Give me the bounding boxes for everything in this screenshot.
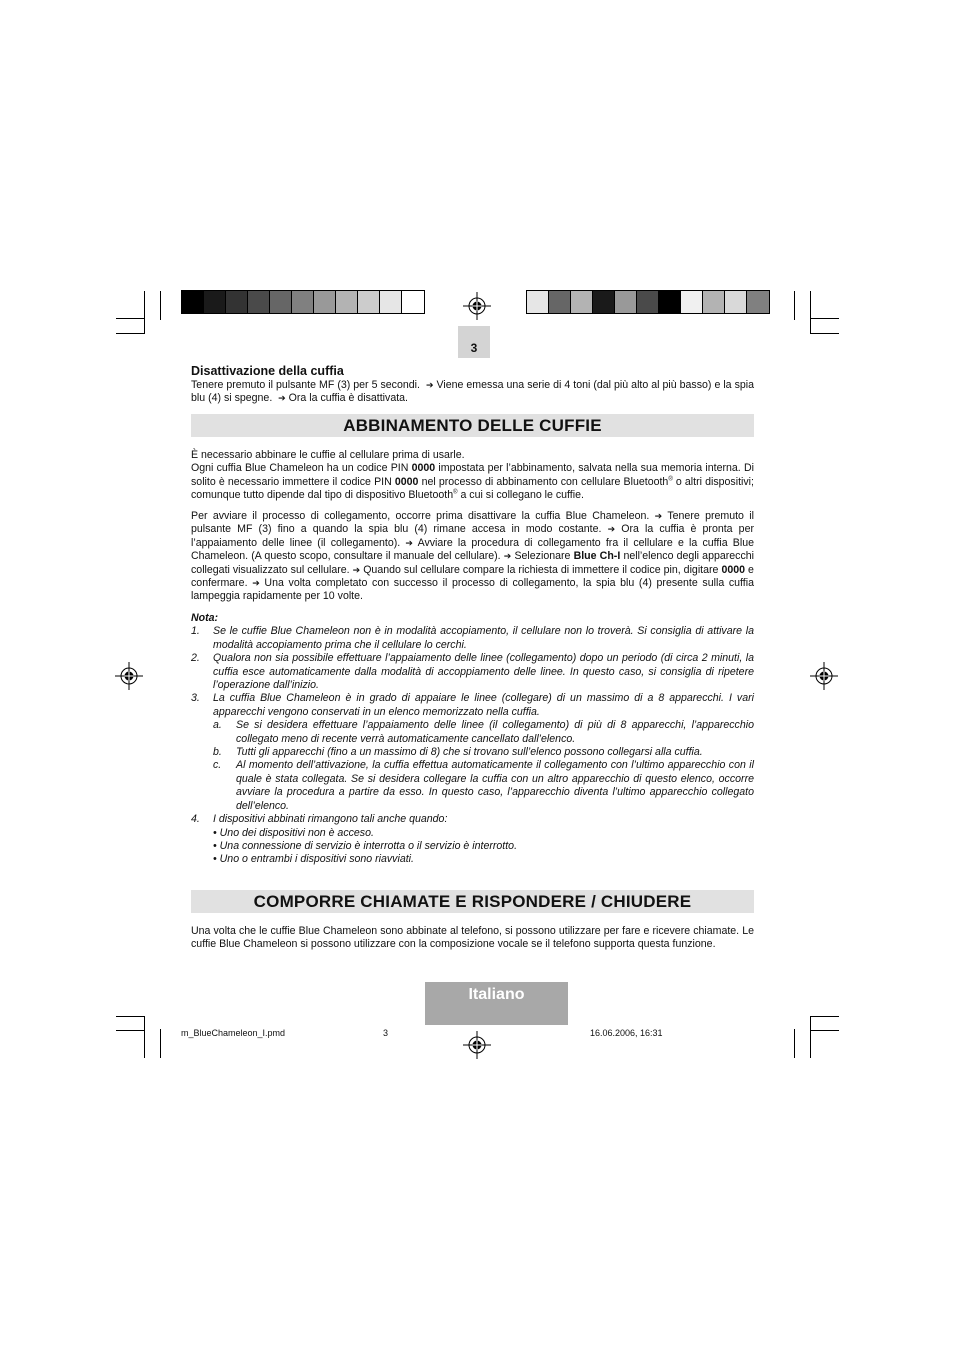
color-swatch [659,291,681,313]
arrow-icon: ➔ [352,564,361,575]
heading-chiamate: COMPORRE CHIAMATE E RISPONDERE / CHIUDERE [191,890,754,913]
pin-code: 0000 [394,475,419,488]
color-swatch [725,291,747,313]
crop-mark [116,333,145,334]
arrow-icon: ➔ [425,380,434,390]
page-number: 3 [458,326,490,358]
color-swatch [248,291,270,313]
crop-mark [810,318,839,319]
color-swatch [703,291,725,313]
heading-abbinamento: ABBINAMENTO DELLE CUFFIE [191,414,754,437]
color-calibration-bar-right [526,290,770,314]
crop-mark [810,333,839,334]
footer-filename: m_BlueChameleon_I.pmd [181,1028,286,1038]
arrow-icon: ➔ [654,511,663,521]
color-swatch [681,291,703,313]
registration-mark-icon [463,292,491,320]
arrow-icon: ➔ [607,524,616,535]
color-swatch [615,291,637,313]
notes-section [191,612,754,867]
color-swatch [204,291,226,313]
color-swatch [292,291,314,313]
list-item: 2. Qualora non sia possibile effettuare l’appaiamento delle linee (collegamento) dopo un periodo (di circa 2 minuti, la cuffia esce automaticamente dalla modalità di accoppiamento delle linee. In questo caso, si consiglia di ripetere l’operazione dall’inizio. [191,652,754,692]
bullet-item: • Uno dei dispositivi non è acceso. [213,826,374,839]
list-item: 3. La cuffia Blue Chameleon è in grado di appaiare le linee (collegare) di un massimo di a 8 apparecchi. I vari apparecchi vengono conservati in un elenco memorizzato nella cuffia. [191,692,754,718]
bullet-item: • Uno o entrambi i dispositivi sono riavviati. [213,853,414,866]
color-swatch [358,291,380,313]
crop-mark [810,1016,839,1017]
arrow-icon: ➔ [503,551,512,562]
color-swatch [270,291,292,313]
footer-page: 3 [383,1028,389,1038]
bullet-item: • Una connessione di servizio è interrotta o il servizio è interrotto. [213,839,518,852]
crop-mark [160,1029,161,1058]
color-swatch [593,291,615,313]
registration-mark-icon [463,1031,491,1059]
color-swatch [571,291,593,313]
crop-mark [794,1029,795,1058]
pin-code: 0000 [721,563,746,576]
list-subitem: c. Al momento dell’attivazione, la cuffia effettua automaticamente il collegamento con l’ultimo apparecchio con il quale è stata collegata. Se si desidera collegare la cuffia con un altro apparecchio di questo elenco, occorre avviare la procedura a partire da esso. In questo caso, l’apparecchio diventa l’ultimo apparecchio collegato dell’elenco. [213,759,754,812]
paragraph-calls: Una volta che le cuffie Blue Chameleon sono abbinate al telefono, si possono utilizzare per fare e ricevere chiamate. Le cuffie Blue Chameleon si possono utilizzare con la composizione vocale se il telefono supporta questa funzione. [191,925,754,951]
color-swatch [637,291,659,313]
registration-mark-icon [810,662,838,690]
crop-mark [810,1030,839,1031]
color-swatch [402,291,424,313]
pin-code: 0000 [411,462,436,475]
section-title: Disattivazione della cuffia [191,364,344,378]
arrow-icon: ➔ [252,578,260,589]
color-swatch [380,291,402,313]
color-swatch [182,291,204,313]
crop-mark [116,1016,145,1017]
list-item: 4. I dispositivi abbinati rimangono tali anche quando: [191,813,448,826]
crop-mark [116,1030,145,1031]
color-swatch [549,291,571,313]
arrow-icon: ➔ [278,393,286,404]
crop-mark [144,1016,145,1058]
crop-mark [794,291,795,320]
registration-mark-icon [115,662,143,690]
color-swatch [747,291,769,313]
arrow-icon: ➔ [405,537,413,548]
crop-mark [144,291,145,333]
crop-mark [116,318,145,319]
list-subitem: a. Se si desidera effettuare l’appaiamento delle linee (il collegamento) di più di 8 apparecchi, l’apparecchio collegato meno di recente verrà automaticamente cancellato dall’elenco. [213,719,754,745]
paragraph-pairing: Per avviare il processo di collegamento, occorre prima disattivare la cuffia Blue Chameleon. ➔ Tenere premuto il pulsante MF (3) fino a quando la spia blu (4) rimane accesa in modo costante. ➔ Ora la cuffia è pronta per l’appaiamento delle linee (il collegamento). ➔ Avviare la procedura di collegamento fra il cellulare e la cuffia Blue Chameleon. (A questo scopo, consultare il manuale del cellulare). ➔ Selezionare Blue Ch-I nell’elenco degli apparecchi collegati visualizzato sul cellulare. ➔ Quando sul cellulare compare la richiesta di immettere il codice pin, digitare 0000 e confermare. ➔ Una volta completato con successo il processo di collegamento, la spia blu (4) presente sulla cuffia lampeggia rapidamente per 10 volte. [191,510,754,603]
crop-mark [810,1016,811,1058]
color-swatch [226,291,248,313]
note-label: Nota: [191,612,219,624]
color-calibration-bar-left [181,290,425,314]
color-swatch [527,291,549,313]
color-swatch [314,291,336,313]
language-tab: Italiano [425,982,568,1025]
crop-mark [160,291,161,320]
section-text: Tenere premuto il pulsante MF (3) per 5 secondi. ➔ Viene emessa una serie di 4 toni (dal più alto al più basso) e la spia blu (4) si spegne. ➔ Ora la cuffia è disattivata. [191,379,755,405]
list-subitem: b. Tutti gli apparecchi (fino a un massimo di 8) che si trovano sull’elenco possono collegarsi alla cuffia. [213,746,703,759]
section-disattivazione [191,364,754,406]
crop-mark [810,291,811,333]
device-name: Blue Ch-I [573,550,621,563]
color-swatch [336,291,358,313]
footer-date: 16.06.2006, 16:31 [590,1028,663,1038]
paragraph-intro: È necessario abbinare le cuffie al cellulare prima di usarle. Ogni cuffia Blue Chameleon ha un codice PIN 0000 impostata per l’abbinamento, salvata nella sua memoria interna. Di solito è necessario immettere il codice PIN 0000 nel processo di abbinamento con cellulare Bluetooth® o altri dispositivi; comunque tutto dipende dal tipo di dispositivo Bluetooth® a cui si collegano le cuffie. [191,449,754,502]
list-item: 1. Se le cuffie Blue Chameleon non è in modalità accopiamento, il cellulare non lo troverà. Si consiglia di attivare la modalità accopiamento prima che il cellulare lo cerchi. [191,625,754,651]
